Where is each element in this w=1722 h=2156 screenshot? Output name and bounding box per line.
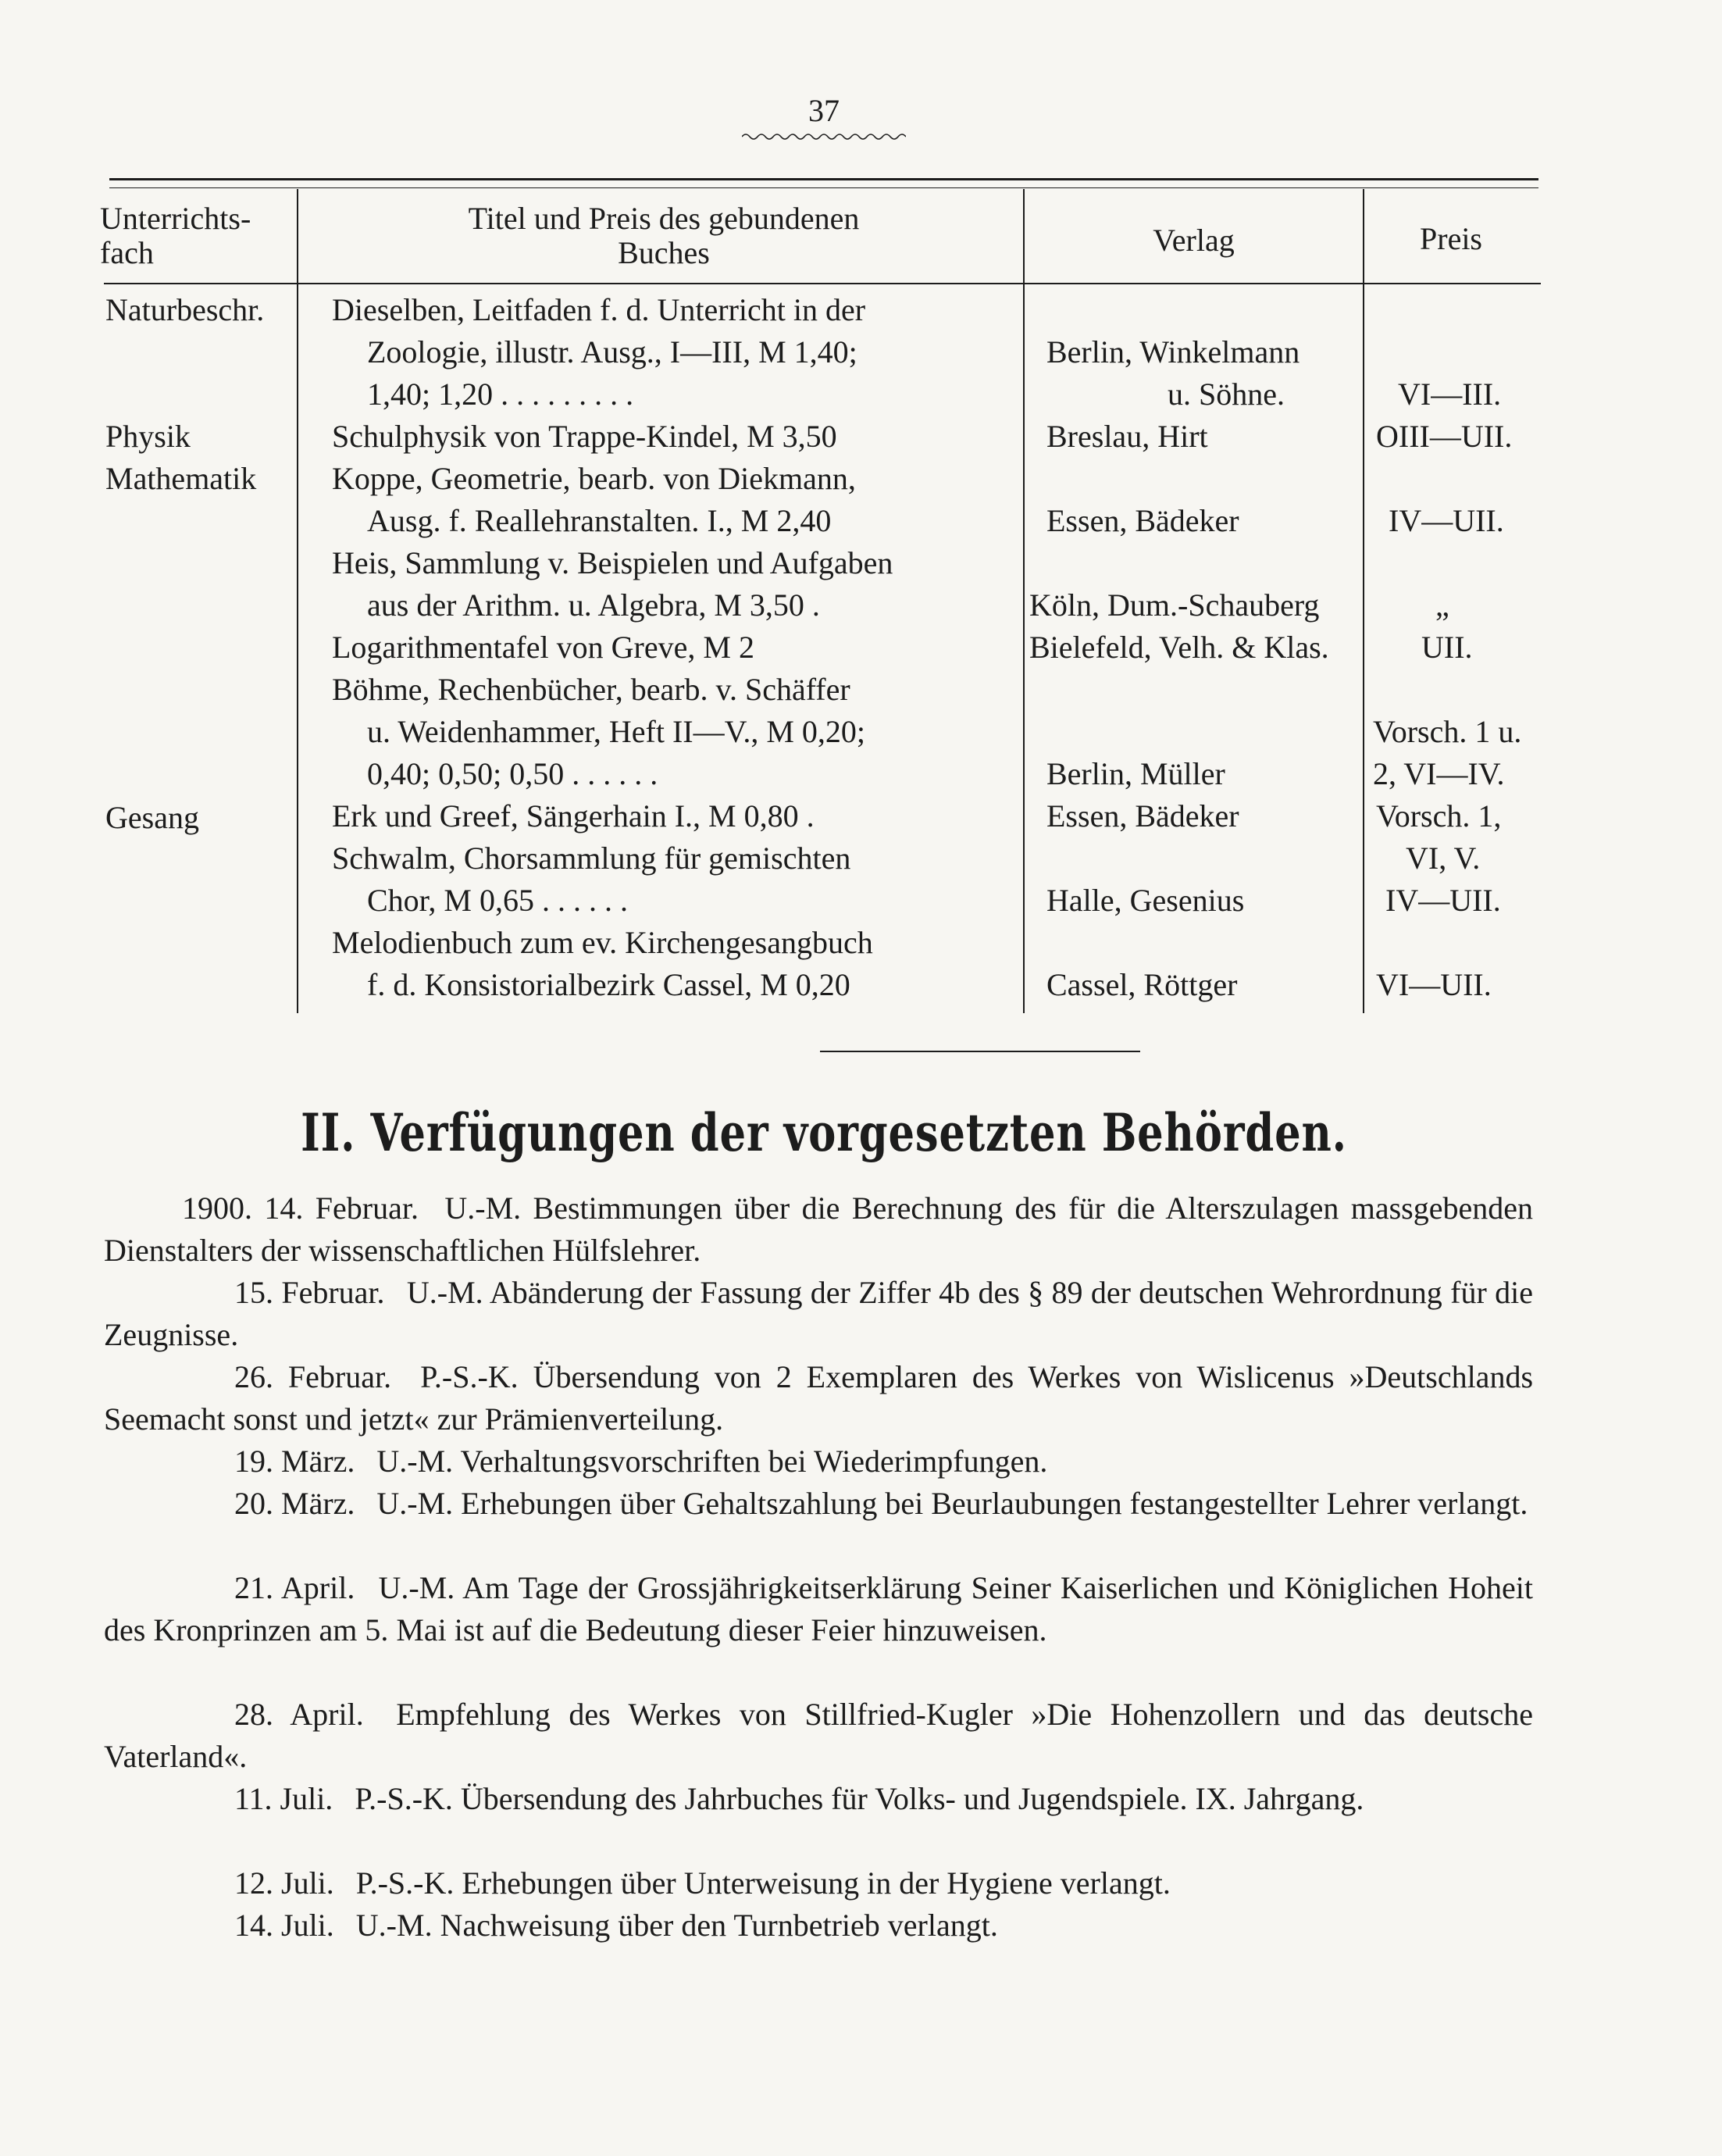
entry-date: 14. Juli. xyxy=(234,1908,334,1943)
entry-date: 19. März. xyxy=(234,1444,355,1479)
entry-text: U.-M. Erhebungen über Gehaltszahlung bei Beurlaubungen festangestellter Lehrer verlangt. xyxy=(376,1486,1528,1521)
entry-date: 15. Februar. xyxy=(234,1275,385,1310)
price: OIII—UII. xyxy=(1376,419,1513,454)
table-header-title: Titel und Preis des gebundenen Buches xyxy=(468,201,860,270)
title-line: Ausg. f. Reallehranstalten. I., M 2,40 xyxy=(367,503,832,538)
entry xyxy=(104,1778,1533,1820)
table-top-rule-thin xyxy=(109,187,1538,188)
title-line: 1,40; 1,20 . . . . . . . . . xyxy=(367,377,634,412)
table-col-divider-2 xyxy=(1023,189,1025,1013)
title-line: 0,40; 0,50; 0,50 . . . . . . xyxy=(367,756,658,791)
table-top-rule xyxy=(109,178,1538,180)
entry-text: U.-M. Am Tage der Grossjährigkeitserklärung Seiner Kaiserlichen und Königlichen Hoheit des Kronprinzen am 5. Mai ist auf die Bedeutung dieser Feier hinzuweisen. xyxy=(104,1570,1534,1647)
table-header-price: Preis xyxy=(1420,221,1482,256)
table-header-subject xyxy=(100,202,297,270)
entry-date: 12. Juli. xyxy=(234,1865,334,1901)
price: VI—III. xyxy=(1398,377,1502,412)
price: IV—UII. xyxy=(1389,503,1504,538)
entry-date: 11. Juli. xyxy=(234,1781,333,1816)
subject-naturbeschr: Naturbeschr. xyxy=(105,292,265,327)
entry xyxy=(104,1356,1533,1440)
title-line: Schulphysik von Trappe-Kindel, M 3,50 xyxy=(332,419,837,454)
title-line: Logarithmentafel von Greve, M 2 xyxy=(332,630,754,665)
table-header-rule xyxy=(104,283,1541,284)
section-heading: II. Verfügungen der vorgesetzten Behörden. xyxy=(301,1102,1347,1163)
publisher: Essen, Bädeker xyxy=(1046,503,1239,538)
entry xyxy=(104,1272,1533,1356)
price: „ xyxy=(1435,587,1449,623)
publisher: Bielefeld, Velh. & Klas. xyxy=(1029,630,1329,665)
entry-text: U.-M. Nachweisung über den Turnbetrieb verlangt. xyxy=(355,1908,998,1943)
entry-text: U.-M. Verhaltungsvorschriften bei Wiederimpfungen. xyxy=(376,1444,1048,1479)
entry xyxy=(104,1483,1533,1525)
entry-text: P.-S.-K. Erhebungen über Unterweisung in der Hygiene verlangt. xyxy=(355,1865,1171,1901)
entry-text: Empfehlung des Werkes von Stillfried-Kugler »Die Hohenzollern und das deutsche Vaterland«. xyxy=(104,1697,1534,1774)
table-bottom-rule xyxy=(820,1051,1140,1052)
entry-date: 20. März. xyxy=(234,1486,355,1521)
entry-date: 1900. 14. Februar. xyxy=(182,1190,419,1226)
entry xyxy=(104,1187,1533,1272)
publisher: Berlin, Müller xyxy=(1046,756,1225,791)
title-line: f. d. Konsistorialbezirk Cassel, M 0,20 xyxy=(367,967,850,1002)
wavy-ornament xyxy=(742,131,906,142)
price: IV—UII. xyxy=(1385,883,1501,918)
table-col-divider-3 xyxy=(1363,189,1364,1013)
title-line: Koppe, Geometrie, bearb. von Diekmann, xyxy=(332,461,856,496)
price: VI—UII. xyxy=(1376,967,1492,1002)
subject-gesang: Gesang xyxy=(105,800,199,835)
table-header-publisher: Verlag xyxy=(1153,223,1235,258)
page-number: 37 xyxy=(808,93,840,128)
table-col-divider-1 xyxy=(297,189,298,1013)
title-line: Böhme, Rechenbücher, bearb. v. Schäffer xyxy=(332,672,850,707)
entry-text: U.-M. Abänderung der Fassung der Ziffer 4b des § 89 der deutschen Wehrordnung für die Zeugnisse. xyxy=(104,1275,1534,1352)
title-line: Schwalm, Chorsammlung für gemischten xyxy=(332,841,851,876)
entry xyxy=(104,1904,1533,1947)
price: 2, VI—IV. xyxy=(1373,756,1505,791)
subject-mathematik: Mathematik xyxy=(105,461,257,496)
price: Vorsch. 1, xyxy=(1376,798,1502,833)
publisher: Köln, Dum.-Schauberg xyxy=(1029,587,1320,623)
title-line: Melodienbuch zum ev. Kirchengesangbuch xyxy=(332,925,873,960)
publisher: Cassel, Röttger xyxy=(1046,967,1238,1002)
entry-text: P.-S.-K. Übersendung des Jahrbuches für Volks- und Jugendspiele. IX. Jahrgang. xyxy=(355,1781,1364,1816)
publisher: Breslau, Hirt xyxy=(1046,419,1208,454)
title-line: Dieselben, Leitfaden f. d. Unterricht in der xyxy=(332,292,866,327)
entry xyxy=(104,1567,1533,1651)
entry xyxy=(104,1862,1533,1904)
subject-physik: Physik xyxy=(105,419,191,454)
entry-date: 28. April. xyxy=(234,1697,364,1732)
entry-date: 21. April. xyxy=(234,1570,355,1605)
price: Vorsch. 1 u. xyxy=(1373,714,1522,749)
price: VI, V. xyxy=(1406,841,1481,876)
entry-date: 26. Februar. xyxy=(234,1359,392,1394)
publisher: Essen, Bädeker xyxy=(1046,798,1239,833)
publisher: u. Söhne. xyxy=(1168,377,1285,412)
entry xyxy=(104,1694,1533,1778)
header-subject-text: Unterrichts-fach xyxy=(100,201,251,270)
entry-text: U.-M. Bestimmungen über die Berechnung des für die Alterszulagen massgebenden Dienstalters der wissenschaftlichen Hülfslehrer. xyxy=(104,1190,1534,1268)
title-line: Heis, Sammlung v. Beispielen und Aufgaben xyxy=(332,545,893,580)
price: UII. xyxy=(1421,630,1473,665)
title-line: aus der Arithm. u. Algebra, M 3,50 . xyxy=(367,587,820,623)
title-line: Chor, M 0,65 . . . . . . xyxy=(367,883,628,918)
title-line: Zoologie, illustr. Ausg., I—III, M 1,40; xyxy=(367,334,857,369)
title-line: u. Weidenhammer, Heft II—V., M 0,20; xyxy=(367,714,866,749)
publisher: Halle, Gesenius xyxy=(1046,883,1245,918)
entry xyxy=(104,1440,1533,1483)
publisher: Berlin, Winkelmann xyxy=(1046,334,1300,369)
title-line: Erk und Greef, Sängerhain I., M 0,80 . xyxy=(332,798,815,833)
entry-text: P.-S.-K. Übersendung von 2 Exemplaren des Werkes von Wislicenus »Deutschlands Seemacht sonst und jetzt« zur Prämienverteilung. xyxy=(104,1359,1534,1437)
